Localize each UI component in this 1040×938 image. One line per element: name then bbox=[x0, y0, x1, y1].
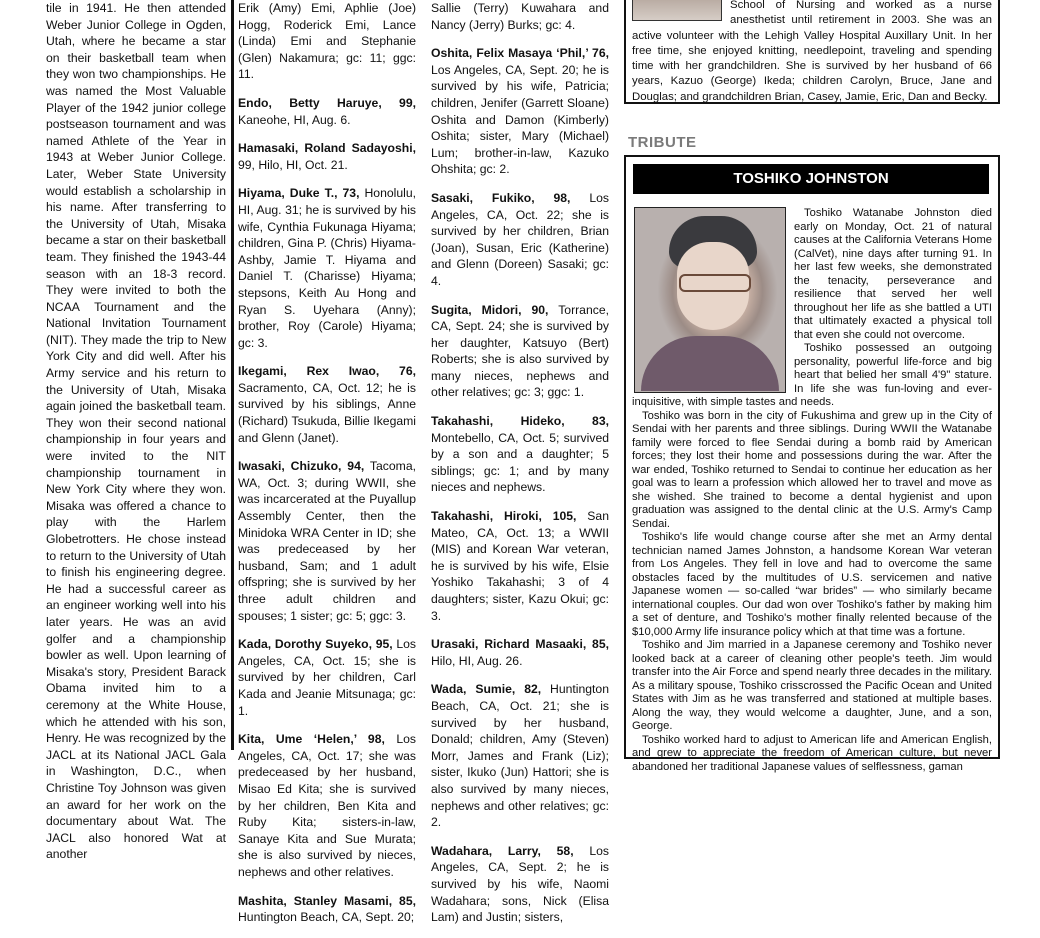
obituary-entry bbox=[238, 185, 416, 351]
obituary-column-2 bbox=[238, 0, 416, 938]
ikeda-text: School of Nursing and worked as a nurse anesthetist until retirement in 2003. She was an active volunteer with the Lehigh Valley Hospital Auxillary Unit. In her free time, she enjoyed knitting, needlepoint, traveling and spending time with her grandchildren. She is survived by her husband of 66 years, Kazuo (George) Ikeda; children Carolyn, Bruce, Jane and Douglas; and grandchildren Brian, Casey, Jamie, Eric, Dan and Becky. bbox=[632, 0, 992, 103]
obituary-entry bbox=[238, 893, 416, 926]
obituary-name: Wada, Sumie, 82, bbox=[431, 682, 542, 697]
obituary-entry bbox=[431, 45, 609, 178]
obituary-name: Kita, Ume ‘Helen,’ 98, bbox=[238, 732, 385, 747]
tribute-paragraph: Toshiko and Jim married in a Japanese ceremony and Toshiko never looked back at a career of cleaning other people's teeth. Jim would transfer into the Air Force and spend nearly three decades in the military. As a military spouse, Toshiko crisscrossed the Pacific Ocean and United States with Jim as he was transferred and stationed at multiple bases. Along the way, they would welcome a daughter, June, and a son, George. bbox=[632, 639, 992, 732]
obituary-entry bbox=[238, 95, 416, 128]
obituary-details: Honolulu, HI, Aug. 31; he is survived by his wife, Cynthia Fukunaga Hiyama; children, Gina P. (Chris) Hiyama-Ashby, Jamie T. Hiyama and Daniel T. (Charisse) Hiyama; stepsons, Keith Au Hong and Ryan S. Uyehara (Anny); brother, Roy (Carole) Hiyama; gc: 3. bbox=[238, 186, 416, 350]
obituary-name: Ikegami, Rex Iwao, 76, bbox=[238, 364, 416, 379]
portrait-photo bbox=[634, 207, 786, 393]
obituary-details: Montebello, CA, Oct. 5; survived by a son and a daughter; 5 siblings; gc: 1; and by many nieces and nephews. bbox=[431, 430, 609, 495]
obituary-name: Takahashi, Hiroki, 105, bbox=[431, 509, 577, 524]
obituary-details: Los Angeles, CA, Sept. 2; he is survived by his wife, Naomi Wadahara; sons, Nick (Elisa Lam) and Justin; sisters, bbox=[431, 843, 609, 925]
obituary-entry bbox=[431, 508, 609, 624]
photo-shirt bbox=[641, 336, 779, 391]
tribute-paragraph: Toshiko was born in the city of Fukushima and grew up in the City of Sendai with her parents and three siblings. During WWII the Watanabe family were forced to flee Sendai during a bomb raid by American forces; they lost their home and possessions during the war. After the war ended, Toshiko returned to Sendai to continue her education as her goal was to learn a profession which allowed her to travel and move as she wished. She trained to become a dental hygienist and upon graduation was assigned to the dental clinic at the U.S. Army's Camp Sendai. bbox=[632, 409, 992, 530]
obituary-entry bbox=[431, 413, 609, 496]
tribute-paragraph: Toshiko's life would change course after she met an Army dental technician named James Johnston, a handsome Korean War veteran from Los Angeles. They fell in love and had to overcome the same obstacles faced by the multitudes of U.S. servicemen and native Japanese women — so-called “war brides” — who similarly became international couples. Our dad won over Toshiko's father by making him a set of denture, and Toshiko's mother finally relented because of the $10,000 Army life insurance policy which at that time was a fortune. bbox=[632, 531, 992, 638]
obituary-entry bbox=[431, 681, 609, 830]
tribute-paragraph: Toshiko possessed an outgoing personality, powerful life-force and big heart that belied her small 4'9" stature. In life she was fun-loving and ever-inquisitive, with simple tastes and needs. bbox=[632, 342, 992, 408]
obituary-column-3 bbox=[431, 0, 609, 938]
obituary-entry bbox=[238, 140, 416, 173]
obituary-column-1 bbox=[46, 0, 226, 863]
obituary-details: Huntington Beach, CA, Sept. 20; bbox=[238, 910, 415, 925]
obituary-entry bbox=[431, 190, 609, 290]
obituary-details: Los Angeles, CA, Sept. 20; he is survived by his wife, Patricia; children, Jenifer (Garrett Sloane) Oshita and Damon (Kimberly) Oshita; sister, Mary (Michael) Lum; brother-in-law, Kazuko Ohshita; gc: 2. bbox=[431, 62, 609, 177]
obituary-name: Hiyama, Duke T., 73, bbox=[238, 186, 360, 201]
obituary-name: Mashita, Stanley Masami, 85, bbox=[238, 893, 416, 908]
column-divider bbox=[231, 0, 234, 750]
tribute-box bbox=[624, 155, 1000, 773]
obituary-entry bbox=[431, 843, 609, 926]
obituary-entry bbox=[238, 636, 416, 719]
entry-continuation: Sallie (Terry) Kuwahara and Nancy (Jerry) Burks; gc: 4. bbox=[431, 1, 609, 32]
obituary-details: Kaneohe, HI, Aug. 6. bbox=[238, 112, 351, 127]
column-divider bbox=[422, 0, 423, 750]
obituary-entry bbox=[238, 363, 416, 446]
obituary-entry bbox=[238, 458, 416, 624]
obituary-entry bbox=[238, 731, 416, 880]
obituary-name: Hamasaki, Roland Sadayoshi, bbox=[238, 141, 416, 156]
obituary-name: Urasaki, Richard Masaaki, 85, bbox=[431, 637, 609, 652]
obituary-name: Oshita, Felix Masaya ‘Phil,’ 76, bbox=[431, 46, 609, 61]
obituary-name: Wadahara, Larry, 58, bbox=[431, 843, 574, 858]
portrait-photo bbox=[632, 0, 722, 21]
obituary-name: Endo, Betty Haruye, 99, bbox=[238, 95, 416, 110]
obituary-details: Torrance, CA, Sept. 24; she is survived by her daughter, Katsuyo (Bert) Roberts; she is also survived by many nieces, nephews and other relatives; gc: 3; ggc: 1. bbox=[431, 302, 609, 400]
obituary-name: Sugita, Midori, 90, bbox=[431, 302, 549, 317]
obituary-details: Los Angeles, CA, Oct. 15; she is survived by her children, Carl Kada and Jeanie Mitsunaga; gc: 1. bbox=[238, 637, 416, 718]
tribute-paragraph: Toshiko Watanabe Johnston died early on Monday, Oct. 21 of natural causes at the California Veterans Home (CalVet), nine days after turning 91. In her last few weeks, she demonstrated the tenacity, perseverance and resilience that served her well throughout her life as she battled a UTI that ultimately exacted a physical toll that even she could not overcome. bbox=[794, 207, 992, 341]
ikeda-tribute-text bbox=[632, 0, 992, 105]
obituary-details: Los Angeles, CA, Oct. 17; she was predeceased by her husband, Misao Ed Kita; she is survived by her children, Ben Kita and Ruby Kita; sisters-in-law, Sanaye Kita and Sue Murata; she is also survived by nieces, nephews and other relatives. bbox=[238, 732, 416, 879]
obituary-details: 99, Hilo, HI, Oct. 21. bbox=[238, 157, 348, 172]
misaka-obituary-text: tile in 1941. He then attended Weber Junior College in Ogden, Utah, where he became a star on their basketball team when they won two championships. He was named the Most Valuable Player of the 1942 junior college postseason tournament and was named Athlete of the Year in 1943 at Weber Junior College. Later, Weber State University would establish a scholarship in his name. After transferring to the University of Utah, Misaka became a star on their basketball team. They finished the 1943-44 season with an 18-3 record. They were invited to both the NCAA Tournament and the National Invitation Tournament (NIT). They made the trip to New York City and did well. After his Army service and his return to the University of Utah, Misaka again joined the basketball team. They won their second national championship in four years and were invited to the NIT championship tournament in New York City where they won. Misaka was offered a chance to play with the Harlem Globetrotters. He chose instead to return to the University of Utah to finish his engineering degree. He had a successful career as an engineer working well into his later years. He was an avid golfer and a championship bowler as well. Upon learning of Misaka's story, President Barack Obama invited him to a ceremony at the White House, which he attended with his son, Henry. He was recognized by the JACL at its National JACL Gala in Washington, D.C., when Christine Toy Johnson was given an award for her work on the documentary about Wat. The JACL also honored Wat at another bbox=[46, 1, 226, 862]
obituary-name: Takahashi, Hideko, 83, bbox=[431, 414, 609, 429]
obituary-details: Sacramento, CA, Oct. 12; he is survived by his siblings, Anne (Richard) Tsukuda, Billie Ikegami and Glenn (Janet). bbox=[238, 380, 416, 445]
obituary-details: Hilo, HI, Aug. 26. bbox=[431, 653, 523, 668]
obituary-details: Los Angeles, CA, Oct. 22; she is survived by her children, Brian (Joan), Susan, Eric (Katherine) and Glenn (Doreen) Sasaki; gc: 4. bbox=[431, 190, 609, 288]
section-label: TRIBUTE bbox=[628, 134, 697, 151]
obituary-name: Iwasaki, Chizuko, 94, bbox=[238, 459, 365, 474]
tribute-heading: TOSHIKO JOHNSTON bbox=[633, 164, 989, 194]
obituary-entry bbox=[431, 636, 609, 669]
photo-glasses bbox=[679, 274, 751, 292]
obituary-name: Kada, Dorothy Suyeko, 95, bbox=[238, 637, 393, 652]
obituary-details: San Mateo, CA, Oct. 13; a WWII (MIS) and Korean War veteran, he is survived by his wife, Elsie Yoshiko Takahashi; 3 of 4 daughters; sister, Kazu Okui; gc: 3. bbox=[431, 509, 609, 623]
obituary-name: Sasaki, Fukiko, 98, bbox=[431, 190, 571, 205]
obituary-details: Tacoma, WA, Oct. 3; during WWII, she was incarcerated at the Puyallup Assembly Center, then the Minidoka WRA Center in ID; she was predeceased by her husband, Sam; and 1 adult offspring; she is survived by her three adult children and spouses; 1 sister; gc: 5; ggc: 3. bbox=[238, 459, 416, 623]
obituary-entry bbox=[431, 302, 609, 402]
tribute-paragraph: Toshiko worked hard to adjust to American life and American English, and grew to appreciate the freedom of American culture, but never abandoned her traditional Japanese values of selflessness, gaman bbox=[632, 733, 992, 773]
ikeda-tribute-box bbox=[624, 0, 1000, 104]
obituary-details: Huntington Beach, CA, Oct. 21; she is survived by her husband, Donald; children, Amy (Steven) Morr, James and Frank (Liz); sister, Ikuko (Jun) Hattori; she is also survived by many nieces, nephews and other relatives; gc: 2. bbox=[431, 682, 609, 830]
entry-continuation: Erik (Amy) Emi, Aphlie (Joe) Hogg, Roderick Emi, Lance (Linda) Emi and Stephanie (Glen) Nakamura; gc: 11; ggc: 11. bbox=[238, 1, 416, 82]
